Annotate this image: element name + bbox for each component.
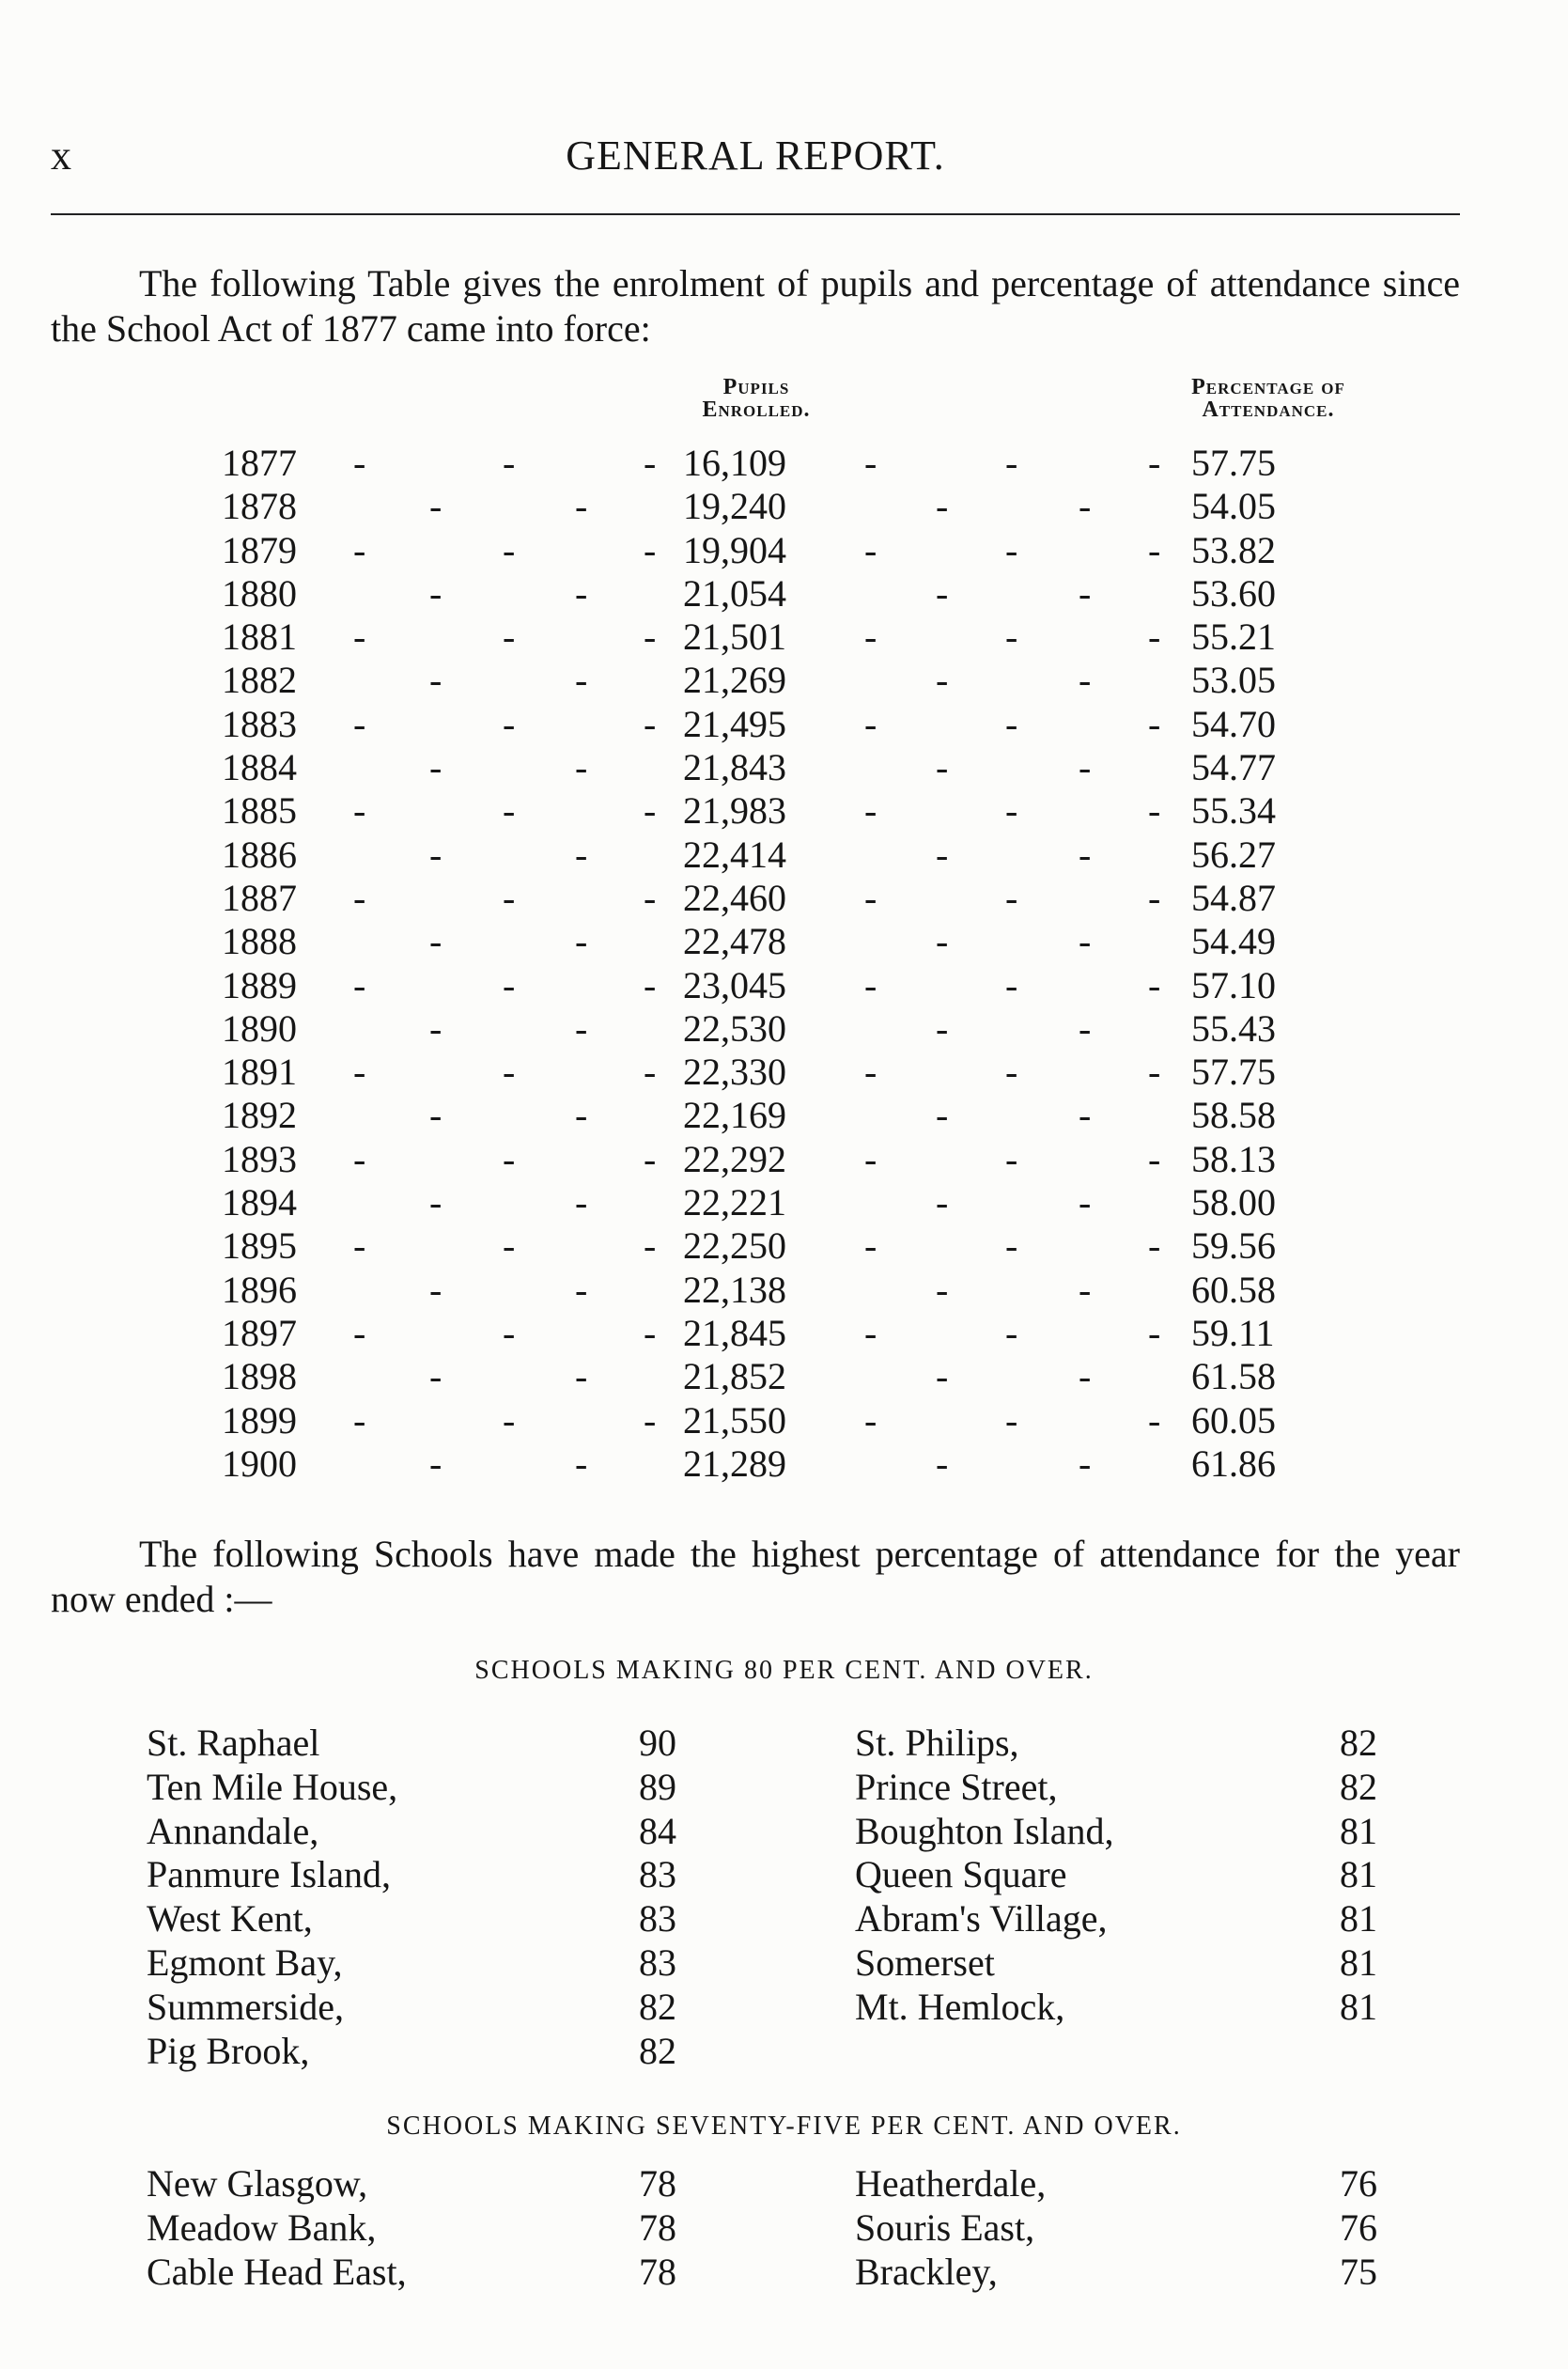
leader-dash: -	[503, 1224, 516, 1268]
school-row	[0, 2251, 1568, 2295]
enrolled-cell: 22,414	[683, 833, 786, 876]
leader-dash: -	[936, 571, 949, 615]
enrolled-cell: 21,289	[683, 1442, 786, 1485]
year-cell: 1880	[222, 571, 297, 615]
school-percent-left: 89	[639, 1765, 676, 1808]
second-intro-text: The following Schools have made the highest percentage of attendance for the year now ended :—	[51, 1533, 1460, 1620]
table-row	[0, 920, 1568, 963]
leader-dash: -	[575, 1006, 588, 1050]
leader-dash: -	[936, 659, 949, 702]
leader-dash: -	[353, 702, 366, 745]
school-name-left: Meadow Bank,	[147, 2205, 377, 2249]
enrolled-cell: 21,269	[683, 659, 786, 702]
leader-dash: -	[429, 571, 442, 615]
percentage-cell: 59.11	[1191, 1311, 1275, 1354]
year-cell: 1887	[222, 876, 297, 919]
page-number: x	[51, 132, 71, 179]
school-percent-right: 82	[1340, 1722, 1377, 1764]
leader-dash: -	[864, 702, 877, 745]
school-name-left: West Kent,	[147, 1897, 313, 1940]
enrolled-cell: 22,292	[683, 1137, 786, 1180]
school-name-right: Souris East,	[855, 2205, 1035, 2249]
leader-dash: -	[1005, 1137, 1018, 1180]
percentage-cell: 57.75	[1191, 1051, 1276, 1094]
column-header-line: Percentage of	[1191, 375, 1345, 399]
leader-dash: -	[644, 1224, 657, 1268]
school-row	[0, 1766, 1568, 1810]
school-row	[0, 1722, 1568, 1766]
leader-dash: -	[1005, 876, 1018, 919]
school-percent-right: 81	[1340, 1897, 1377, 1940]
year-cell: 1893	[222, 1137, 297, 1180]
section-heading-75: SCHOOLS MAKING SEVENTY-FIVE PER CENT. AND OVER.	[386, 2112, 1182, 2141]
enrolled-cell: 21,495	[683, 702, 786, 745]
leader-dash: -	[503, 1051, 516, 1094]
leader-dash: -	[429, 1181, 442, 1224]
leader-dash: -	[1148, 1398, 1161, 1442]
leader-dash: -	[353, 1051, 366, 1094]
school-percent-left: 78	[639, 2250, 676, 2293]
leader-dash: -	[1148, 1137, 1161, 1180]
leader-dash: -	[1148, 876, 1161, 919]
percentage-cell: 54.70	[1191, 702, 1276, 745]
percentage-cell: 55.21	[1191, 616, 1276, 659]
leader-dash: -	[575, 1355, 588, 1398]
percentage-cell: 59.56	[1191, 1224, 1276, 1268]
school-percent-right: 76	[1340, 2205, 1377, 2249]
school-name-left: Egmont Bay,	[147, 1940, 343, 1984]
leader-dash: -	[1005, 1311, 1018, 1354]
leader-dash: -	[503, 442, 516, 484]
school-percent-right: 81	[1340, 1853, 1377, 1896]
leader-dash: -	[644, 1398, 657, 1442]
table-row	[0, 1442, 1568, 1486]
enrolled-cell: 22,460	[683, 876, 786, 919]
leader-dash: -	[1005, 963, 1018, 1006]
year-cell: 1900	[222, 1442, 297, 1485]
leader-dash: -	[503, 528, 516, 571]
column-header-line: Attendance.	[1202, 397, 1335, 422]
leader-dash: -	[864, 1398, 877, 1442]
school-row	[0, 1853, 1568, 1897]
school-percent-left: 84	[639, 1809, 676, 1852]
percentage-cell: 53.60	[1191, 571, 1276, 615]
leader-dash: -	[864, 1137, 877, 1180]
leader-dash: -	[1148, 1051, 1161, 1094]
school-name-right: Somerset	[855, 1940, 995, 1984]
percentage-cell: 58.58	[1191, 1094, 1276, 1137]
year-cell: 1889	[222, 963, 297, 1006]
school-percent-right: 82	[1340, 1765, 1377, 1808]
leader-dash: -	[1148, 1224, 1161, 1268]
leader-dash: -	[1079, 920, 1092, 963]
year-cell: 1883	[222, 702, 297, 745]
leader-dash: -	[353, 876, 366, 919]
enrolled-cell: 21,845	[683, 1311, 786, 1354]
percentage-cell: 61.58	[1191, 1355, 1276, 1398]
school-name-right: Abram's Village,	[855, 1897, 1108, 1940]
table-row	[0, 1355, 1568, 1398]
leader-dash: -	[644, 963, 657, 1006]
enrolled-cell: 22,530	[683, 1006, 786, 1050]
leader-dash: -	[1148, 789, 1161, 833]
leader-dash: -	[575, 920, 588, 963]
leader-dash: -	[1079, 1094, 1092, 1137]
leader-dash: -	[644, 616, 657, 659]
percentage-cell: 53.05	[1191, 659, 1276, 702]
school-percent-left: 82	[639, 1985, 676, 2028]
leader-dash: -	[644, 789, 657, 833]
leader-dash: -	[575, 659, 588, 702]
table-row	[0, 703, 1568, 746]
leader-dash: -	[429, 920, 442, 963]
year-cell: 1894	[222, 1181, 297, 1224]
leader-dash: -	[864, 1311, 877, 1354]
section-heading-80: SCHOOLS MAKING 80 PER CENT. AND OVER.	[474, 1656, 1094, 1685]
intro-paragraph	[51, 261, 1460, 351]
year-cell: 1888	[222, 920, 297, 963]
year-cell: 1884	[222, 746, 297, 789]
percentage-cell: 56.27	[1191, 833, 1276, 876]
column-header-line: Enrolled.	[702, 397, 811, 422]
leader-dash: -	[353, 963, 366, 1006]
year-cell: 1891	[222, 1051, 297, 1094]
year-cell: 1877	[222, 442, 297, 484]
school-name-right: Boughton Island,	[855, 1809, 1114, 1852]
table-row	[0, 1138, 1568, 1181]
leader-dash: -	[575, 1181, 588, 1224]
leader-dash: -	[429, 746, 442, 789]
leader-dash: -	[864, 876, 877, 919]
leader-dash: -	[1079, 1181, 1092, 1224]
table-row	[0, 877, 1568, 920]
leader-dash: -	[503, 963, 516, 1006]
percentage-cell: 57.10	[1191, 963, 1276, 1006]
enrolled-cell: 22,478	[683, 920, 786, 963]
table-row	[0, 1399, 1568, 1442]
percentage-cell: 55.43	[1191, 1006, 1276, 1050]
leader-dash: -	[353, 1311, 366, 1354]
school-name-right: Mt. Hemlock,	[855, 1985, 1065, 2028]
school-name-right: Heatherdale,	[855, 2162, 1047, 2205]
leader-dash: -	[503, 789, 516, 833]
school-name-left: Pig Brook,	[147, 2029, 310, 2072]
enrolled-cell: 23,045	[683, 963, 786, 1006]
table-row	[0, 1094, 1568, 1137]
leader-dash: -	[1005, 1051, 1018, 1094]
percentage-cell: 57.75	[1191, 442, 1276, 484]
leader-dash: -	[429, 1268, 442, 1311]
page-header	[51, 132, 1460, 188]
leader-dash: -	[644, 1051, 657, 1094]
school-percent-left: 78	[639, 2162, 676, 2205]
school-name-left: Ten Mile House,	[147, 1765, 398, 1808]
column-header-line: Pupils	[722, 375, 790, 399]
leader-dash: -	[429, 1006, 442, 1050]
school-percent-left: 82	[639, 2029, 676, 2072]
school-percent-left: 83	[639, 1853, 676, 1896]
leader-dash: -	[503, 1137, 516, 1180]
leader-dash: -	[936, 920, 949, 963]
enrolled-cell: 19,240	[683, 485, 786, 528]
school-percent-right: 75	[1340, 2250, 1377, 2293]
leader-dash: -	[353, 1398, 366, 1442]
second-paragraph	[51, 1532, 1460, 1622]
leader-dash: -	[353, 1224, 366, 1268]
percentage-cell: 54.05	[1191, 485, 1276, 528]
percentage-cell: 58.00	[1191, 1181, 1276, 1224]
leader-dash: -	[503, 1311, 516, 1354]
percentage-cell: 54.49	[1191, 920, 1276, 963]
leader-dash: -	[575, 1442, 588, 1485]
leader-dash: -	[1148, 442, 1161, 484]
leader-dash: -	[1005, 789, 1018, 833]
leader-dash: -	[644, 702, 657, 745]
table-row	[0, 485, 1568, 528]
intro-text: The following Table gives the enrolment of pupils and percentage of attendance since the School Act of 1877 came into force:	[51, 262, 1460, 350]
table-row	[0, 1312, 1568, 1355]
percentage-cell: 54.77	[1191, 746, 1276, 789]
table-row	[0, 1051, 1568, 1094]
school-row	[0, 1897, 1568, 1941]
percentage-cell: 53.82	[1191, 528, 1276, 571]
leader-dash: -	[644, 528, 657, 571]
table-row	[0, 1224, 1568, 1268]
leader-dash: -	[429, 1094, 442, 1137]
table-row	[0, 442, 1568, 485]
school-name-right: St. Philips,	[855, 1722, 1019, 1764]
leader-dash: -	[864, 616, 877, 659]
leader-dash: -	[1079, 1442, 1092, 1485]
enrolled-cell: 19,904	[683, 528, 786, 571]
leader-dash: -	[1005, 528, 1018, 571]
year-cell: 1896	[222, 1268, 297, 1311]
table-row	[0, 789, 1568, 833]
table-row	[0, 572, 1568, 616]
school-row	[0, 1941, 1568, 1986]
enrolled-cell: 22,169	[683, 1094, 786, 1137]
leader-dash: -	[1079, 1006, 1092, 1050]
school-name-right: Prince Street,	[855, 1765, 1058, 1808]
column-header-percentage	[1146, 376, 1390, 421]
percentage-cell: 60.58	[1191, 1268, 1276, 1311]
leader-dash: -	[353, 789, 366, 833]
year-cell: 1885	[222, 789, 297, 833]
enrolled-cell: 22,138	[683, 1268, 786, 1311]
school-percent-left: 90	[639, 1722, 676, 1764]
leader-dash: -	[503, 616, 516, 659]
enrolment-table	[0, 442, 1568, 1486]
leader-dash: -	[1079, 746, 1092, 789]
enrolled-cell: 22,221	[683, 1181, 786, 1224]
leader-dash: -	[1005, 442, 1018, 484]
leader-dash: -	[936, 1181, 949, 1224]
page-title: GENERAL REPORT.	[566, 132, 945, 179]
school-percent-left: 78	[639, 2205, 676, 2249]
year-cell: 1899	[222, 1398, 297, 1442]
leader-dash: -	[429, 1442, 442, 1485]
leader-dash: -	[575, 746, 588, 789]
leader-dash: -	[503, 876, 516, 919]
school-row	[0, 1986, 1568, 2030]
table-row	[0, 964, 1568, 1007]
year-cell: 1881	[222, 616, 297, 659]
school-percent-right: 81	[1340, 1985, 1377, 2028]
school-percent-left: 83	[639, 1897, 676, 1940]
leader-dash: -	[575, 1268, 588, 1311]
enrolled-cell: 21,054	[683, 571, 786, 615]
leader-dash: -	[644, 876, 657, 919]
school-name-left: Panmure Island,	[147, 1853, 391, 1896]
leader-dash: -	[644, 442, 657, 484]
schools-75-table	[0, 2162, 1568, 2294]
leader-dash: -	[1005, 1224, 1018, 1268]
year-cell: 1886	[222, 833, 297, 876]
table-row	[0, 616, 1568, 659]
school-row	[0, 2206, 1568, 2251]
leader-dash: -	[1148, 1311, 1161, 1354]
percentage-cell: 54.87	[1191, 876, 1276, 919]
table-row	[0, 529, 1568, 572]
school-row	[0, 2030, 1568, 2074]
leader-dash: -	[1079, 659, 1092, 702]
enrolled-cell: 21,501	[683, 616, 786, 659]
leader-dash: -	[429, 1355, 442, 1398]
leader-dash: -	[1079, 833, 1092, 876]
table-row	[0, 834, 1568, 877]
year-cell: 1892	[222, 1094, 297, 1137]
enrolled-cell: 22,250	[683, 1224, 786, 1268]
leader-dash: -	[1005, 1398, 1018, 1442]
leader-dash: -	[936, 1268, 949, 1311]
table-row	[0, 1269, 1568, 1312]
percentage-cell: 60.05	[1191, 1398, 1276, 1442]
year-cell: 1878	[222, 485, 297, 528]
leader-dash: -	[936, 833, 949, 876]
school-name-right: Queen Square	[855, 1853, 1067, 1896]
leader-dash: -	[936, 1094, 949, 1137]
school-name-left: Annandale,	[147, 1809, 319, 1852]
leader-dash: -	[353, 442, 366, 484]
leader-dash: -	[936, 746, 949, 789]
school-percent-right: 81	[1340, 1809, 1377, 1852]
leader-dash: -	[429, 659, 442, 702]
leader-dash: -	[503, 1398, 516, 1442]
leader-dash: -	[353, 1137, 366, 1180]
leader-dash: -	[864, 963, 877, 1006]
school-row	[0, 1810, 1568, 1854]
leader-dash: -	[936, 485, 949, 528]
leader-dash: -	[864, 528, 877, 571]
leader-dash: -	[864, 789, 877, 833]
leader-dash: -	[1079, 571, 1092, 615]
leader-dash: -	[1005, 702, 1018, 745]
leader-dash: -	[353, 528, 366, 571]
school-percent-right: 76	[1340, 2162, 1377, 2205]
school-name-right: Brackley,	[855, 2250, 998, 2293]
year-cell: 1898	[222, 1355, 297, 1398]
leader-dash: -	[1079, 1355, 1092, 1398]
school-name-left: Cable Head East,	[147, 2250, 407, 2293]
table-row	[0, 1007, 1568, 1051]
leader-dash: -	[864, 1051, 877, 1094]
table-row	[0, 746, 1568, 789]
leader-dash: -	[503, 702, 516, 745]
leader-dash: -	[575, 571, 588, 615]
header-rule	[51, 213, 1460, 215]
school-row	[0, 2162, 1568, 2206]
enrolled-cell: 21,550	[683, 1398, 786, 1442]
column-header-pupils-enrolled	[658, 376, 855, 421]
leader-dash: -	[1148, 702, 1161, 745]
enrolled-cell: 21,843	[683, 746, 786, 789]
leader-dash: -	[575, 485, 588, 528]
school-name-left: St. Raphael	[147, 1722, 320, 1764]
enrolled-cell: 22,330	[683, 1051, 786, 1094]
school-name-left: New Glasgow,	[147, 2162, 368, 2205]
leader-dash: -	[644, 1137, 657, 1180]
leader-dash: -	[429, 485, 442, 528]
leader-dash: -	[936, 1006, 949, 1050]
leader-dash: -	[353, 616, 366, 659]
school-percent-right: 81	[1340, 1940, 1377, 1984]
leader-dash: -	[864, 1224, 877, 1268]
schools-80-table	[0, 1722, 1568, 2073]
leader-dash: -	[936, 1355, 949, 1398]
leader-dash: -	[1079, 1268, 1092, 1311]
table-row	[0, 659, 1568, 702]
year-cell: 1890	[222, 1006, 297, 1050]
leader-dash: -	[575, 833, 588, 876]
leader-dash: -	[1148, 616, 1161, 659]
leader-dash: -	[575, 1094, 588, 1137]
leader-dash: -	[1148, 963, 1161, 1006]
leader-dash: -	[864, 442, 877, 484]
school-name-left: Summerside,	[147, 1985, 344, 2028]
leader-dash: -	[1005, 616, 1018, 659]
school-percent-left: 83	[639, 1940, 676, 1984]
enrolled-cell: 21,983	[683, 789, 786, 833]
year-cell: 1879	[222, 528, 297, 571]
enrolled-cell: 21,852	[683, 1355, 786, 1398]
leader-dash: -	[936, 1442, 949, 1485]
percentage-cell: 55.34	[1191, 789, 1276, 833]
leader-dash: -	[1148, 528, 1161, 571]
leader-dash: -	[1079, 485, 1092, 528]
percentage-cell: 61.86	[1191, 1442, 1276, 1485]
percentage-cell: 58.13	[1191, 1137, 1276, 1180]
enrolled-cell: 16,109	[683, 442, 786, 484]
year-cell: 1882	[222, 659, 297, 702]
year-cell: 1895	[222, 1224, 297, 1268]
leader-dash: -	[429, 833, 442, 876]
leader-dash: -	[644, 1311, 657, 1354]
table-row	[0, 1181, 1568, 1224]
year-cell: 1897	[222, 1311, 297, 1354]
